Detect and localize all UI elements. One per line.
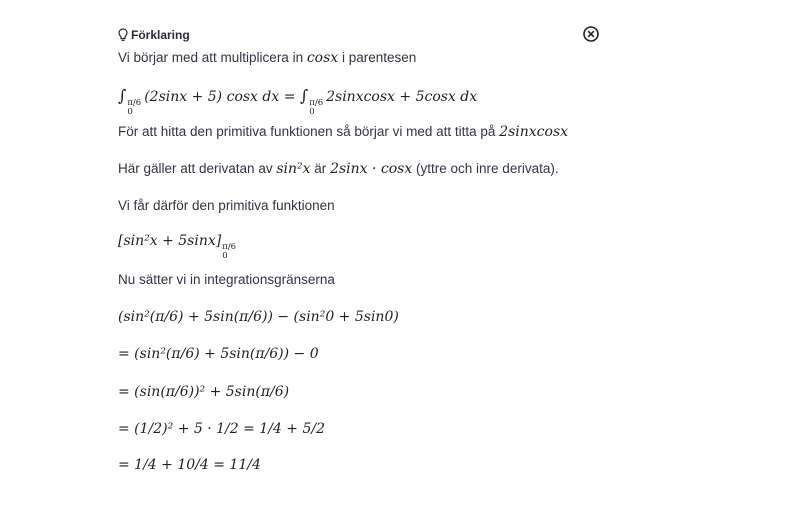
primitive-text: För att hitta den primitiva funktionen så börjar vi med att titta på [118,124,496,139]
step-3: = (sin(π/6))² + 5sin(π/6) [118,384,290,400]
therefore-line [118,198,335,213]
prim-upper: π/6 [222,242,237,252]
derivative-text-a: Här gäller att derivatan av [118,161,273,176]
primitive-math: 2sinxcosx [499,124,569,140]
intro-text: Vi börjar med att multiplicera in [118,50,304,65]
intro-math: cosx [306,50,339,66]
step-4: = (1/2)² + 5 · 1/2 = 1/4 + 5/2 [118,421,325,437]
primitive-body: [sin²x + 5sinx] [118,233,222,249]
derivative-line [118,161,559,177]
integral-equation: ∫ π/6 0 (2sinx + 5) cosx dx = ∫ π/6 0 2sinxcosx + 5cosx dx [118,86,478,117]
close-icon[interactable] [582,25,600,43]
step-1: (sin²(π/6) + 5sin(π/6)) − (sin²0 + 5sin0) [118,309,399,325]
int2-lower: 0 [309,107,315,117]
integral-rhs: 2sinxcosx + 5cosx dx [326,89,478,105]
derivative-text-c: (yttre och inre derivata). [416,161,559,176]
integral-lhs: (2sinx + 5) cosx dx [144,89,280,105]
derivative-math-2: 2sinx · cosx [330,161,413,177]
explanation-title: Förklaring [131,28,190,42]
int1-upper: π/6 [127,98,142,108]
intro-line [118,50,416,66]
explanation-header [118,28,190,42]
intro-tail: i parentesen [341,50,417,65]
int2-upper: π/6 [309,98,324,108]
primitive-line [118,124,568,140]
step-2: = (sin²(π/6) + 5sin(π/6)) − 0 [118,346,319,362]
prim-lower: 0 [222,251,228,261]
limits-line [118,272,335,287]
limits-text: Nu sätter vi in integrationsgränserna [118,272,335,287]
derivative-math-1: sin²x [276,161,311,177]
derivative-text-b: är [314,161,327,176]
therefore-text: Vi får därför den primitiva funktionen [118,198,335,213]
int1-lower: 0 [127,107,133,117]
primitive-function [118,233,239,261]
lightbulb-icon [118,28,128,42]
step-5: = 1/4 + 10/4 = 11/4 [118,457,261,473]
